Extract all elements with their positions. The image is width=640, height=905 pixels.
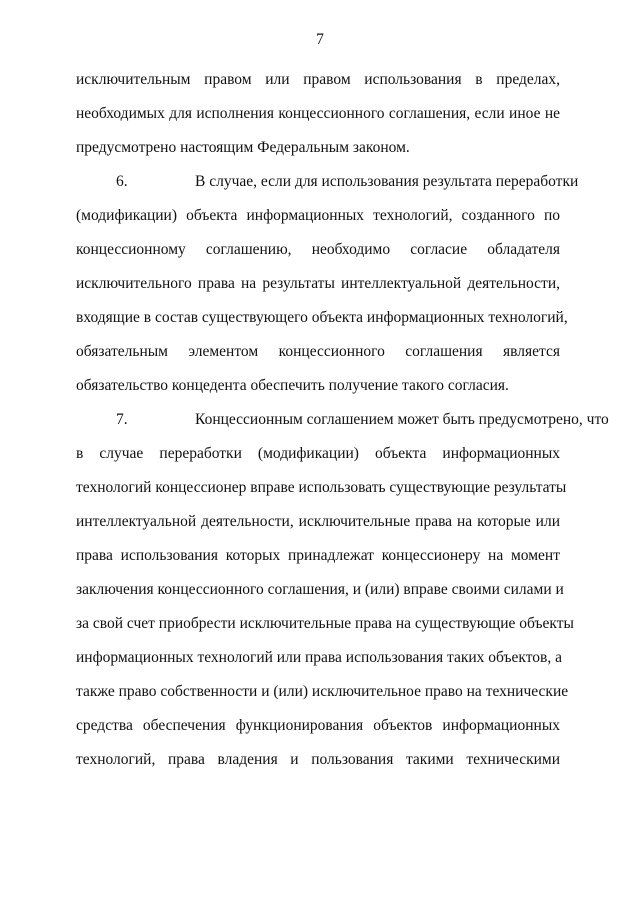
page-number: 7: [316, 31, 324, 48]
text-line: входящие в состав существующего объекта информационных технологий,: [76, 309, 568, 326]
text-line: В случае, если для использования результата переработки: [195, 173, 579, 190]
text-line: информационных технологий или права использования таких объектов, а: [76, 649, 563, 666]
text-line: заключения концессионного соглашения, и (или) вправе своими силами и: [76, 581, 564, 598]
text-line: (модификации) объекта информационных технологий, созданного по: [76, 207, 560, 224]
paragraph-6-first-line: [76, 172, 579, 206]
paragraph-number: 7.: [116, 411, 128, 428]
text-line: за свой счет приобрести исключительные права на существующие объекты: [76, 615, 574, 632]
text-line: исключительным правом или правом использования в пределах,: [76, 71, 560, 88]
text-line: права использования которых принадлежат концессионеру на момент: [76, 547, 560, 564]
text-line: предусмотрено настоящим Федеральным законом.: [76, 139, 410, 156]
text-line: концессионному соглашению, необходимо согласие обладателя: [76, 241, 560, 258]
text-line: Концессионным соглашением может быть предусмотрено, что: [195, 411, 609, 428]
text-line: средства обеспечения функционирования объектов информационных: [76, 717, 560, 734]
paragraph-number: 6.: [116, 173, 128, 190]
document-body: [76, 70, 609, 784]
text-line: технологий концессионер вправе использовать существующие результаты: [76, 479, 567, 496]
paragraph-7-first-line: [76, 410, 609, 444]
text-line: исключительного права на результаты интеллектуальной деятельности,: [76, 275, 560, 292]
text-line: обязательным элементом концессионного соглашения является: [76, 343, 560, 360]
text-line: в случае переработки (модификации) объекта информационных: [76, 445, 560, 462]
text-line: обязательство концедента обеспечить получение такого согласия.: [76, 377, 509, 394]
text-line: также право собственности и (или) исключительное право на технические: [76, 683, 569, 700]
text-line: необходимых для исполнения концессионного соглашения, если иное не: [76, 105, 560, 122]
text-line: технологий, права владения и пользования такими техническими: [76, 751, 560, 768]
text-line: интеллектуальной деятельности, исключительные права на которые или: [76, 513, 560, 530]
